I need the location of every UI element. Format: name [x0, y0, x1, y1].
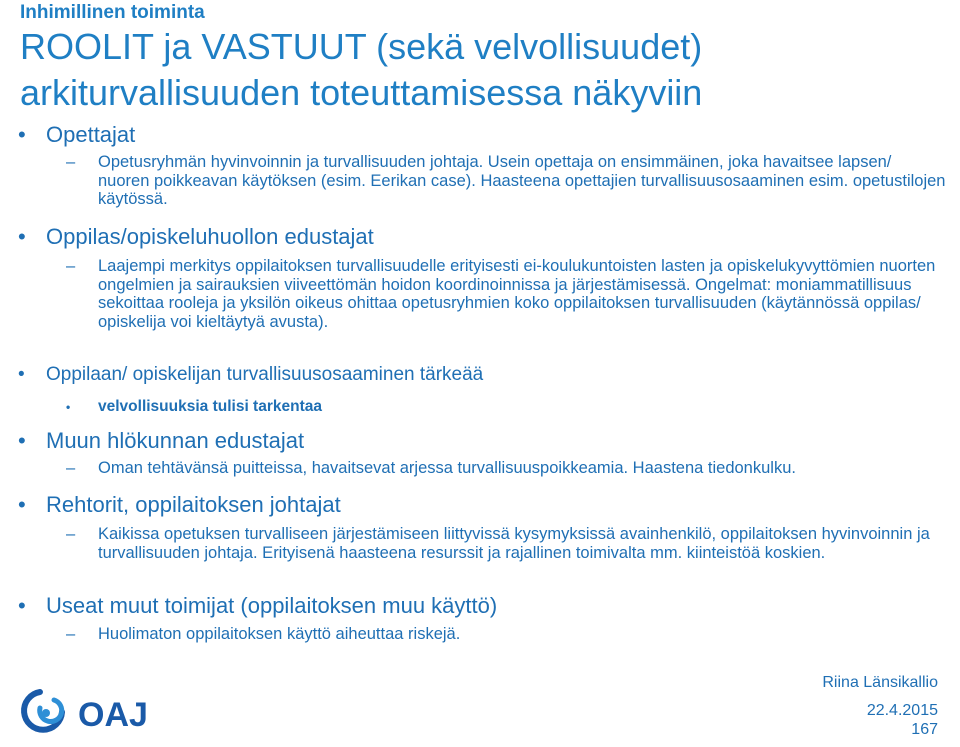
logo-text: OAJ — [78, 696, 148, 734]
oaj-logo — [18, 682, 188, 742]
sub-item-other-staff: – Oman tehtävänsä puitteissa, havaitsevat arjessa turvallisuuspoikkeamia. Haastena tiedonkulku. — [66, 459, 796, 477]
bullet-icon: • — [66, 400, 71, 414]
sub-item-principals: – Kaikissa opetuksen turvalliseen järjestämiseen liittyvissä kysymyksissä avainhenkilö, oppilaitoksen hyvinvoinnin ja turvallisuuden johtaja. Erityisenä haasteena resurssit ja rajallinen toimivalta mm. kiinteistöä koskien. — [66, 525, 930, 562]
list-item-other-staff: • Muun hlökunnan edustajat — [18, 428, 305, 453]
logo-dot-icon — [42, 709, 50, 717]
sub-item-student-safety-skills: • velvollisuuksia tulisi tarkentaa — [66, 398, 322, 415]
list-item-teachers: • Opettajat — [18, 122, 136, 147]
dash-icon: – — [66, 525, 76, 543]
sub-item-student-welfare: – Laajempi merkitys oppilaitoksen turvallisuudelle erityisesti ei-koulukuntoisten lasten ja opiskelukyvyttömien nuorten ongelmien ja sairauksien viiveettömän hoidon koordinoinnissa ja järjestämisessä. Ongelmat: moniammatillisuus sekoittaa rooleja ja yksilön oikeus ohittaa opetusryhmien koko oppilaitoksen turvallisuuden (käytännössä oppilas/ opiskelija voi kieltäytyä avusta). — [66, 257, 936, 331]
sub-item-teachers: – Opetusryhmän hyvinvoinnin ja turvallisuuden johtaja. Usein opettaja on ensimmäinen, joka havaitsee lapsen/ nuoren poikkeavan käytöksen (esim. Eerikan case). Haasteena opettajien turvallisuusosaaminen esim. opetustilojen käytössä. — [66, 153, 946, 208]
dash-icon: – — [66, 625, 76, 643]
bullet-icon: • — [18, 364, 25, 385]
bullet-icon: • — [18, 224, 26, 249]
list-item-student-safety-skills: • Oppilaan/ opiskelijan turvallisuusosaaminen tärkeää — [18, 364, 484, 385]
dash-icon: – — [66, 257, 76, 275]
sub-item-other-actors: – Huolimaton oppilaitoksen käyttö aiheuttaa riskejä. — [66, 625, 461, 643]
page-number: 167 — [911, 721, 938, 738]
list-item-other-actors: • Useat muut toimijat (oppilaitoksen muu käyttö) — [18, 593, 498, 618]
dash-icon: – — [66, 459, 76, 477]
bullet-icon: • — [18, 122, 26, 147]
author-name: Riina Länsikallio — [822, 674, 938, 691]
bullet-icon: • — [18, 593, 26, 618]
slide-title: ROOLIT ja VASTUUT (sekä velvollisuudet) arkiturvallisuuden toteuttamisessa näkyviin — [20, 26, 703, 113]
list-item-student-welfare: • Oppilas/opiskeluhuollon edustajat — [18, 224, 374, 249]
bullet-icon: • — [18, 492, 26, 517]
list-item-principals: • Rehtorit, oppilaitoksen johtajat — [18, 492, 341, 517]
slide-subtitle: Inhimillinen toiminta — [20, 2, 205, 23]
dash-icon: – — [66, 153, 76, 171]
slide-date: 22.4.2015 — [866, 702, 938, 719]
bullet-icon: • — [18, 428, 26, 453]
